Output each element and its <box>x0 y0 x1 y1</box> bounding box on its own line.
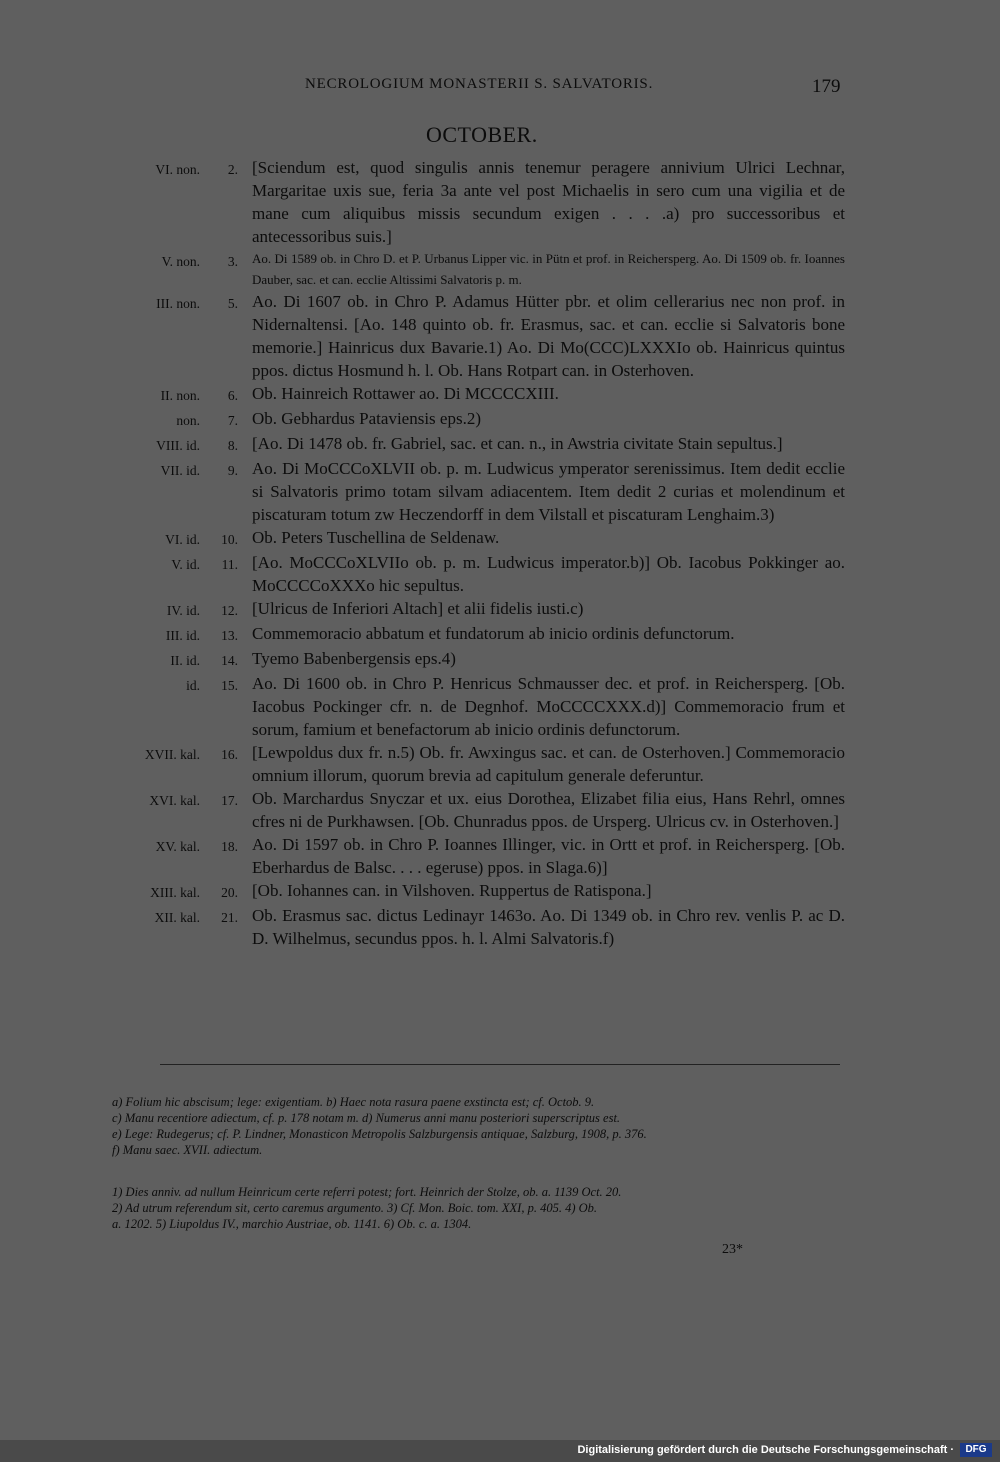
entry-date: XIII. kal. <box>150 885 200 900</box>
necrology-entry <box>105 672 845 741</box>
necrology-entry <box>105 787 845 833</box>
necrology-entry <box>105 407 845 432</box>
necrology-entry <box>105 432 845 457</box>
entry-date: XVI. kal. <box>149 793 200 808</box>
entry-date: id. <box>186 678 200 693</box>
necrology-entry <box>105 156 845 248</box>
entry-day: 7. <box>227 413 238 428</box>
running-head: NECROLOGIUM MONASTERII S. SALVATORIS. <box>305 76 654 92</box>
necrology-entry <box>105 526 845 551</box>
entry-day: 20. <box>221 885 238 900</box>
entry-text: Commemoracio abbatum et fundatorum ab inicio ordinis defunctorum. <box>252 624 735 643</box>
entry-day: 18. <box>221 839 238 854</box>
entry-date: VIII. id. <box>156 438 200 453</box>
necrology-entry <box>105 879 845 904</box>
entry-day: 13. <box>221 628 238 643</box>
entry-day: 17. <box>221 793 238 808</box>
textual-note: e) Lege: Rudegerus; cf. P. Lindner, Monasticon Metropolis Salzburgensis antiquae, Salzburg, 1908, p. 376. <box>112 1127 647 1141</box>
necrology-entry <box>105 551 845 597</box>
signature-mark: 23* <box>722 1242 743 1257</box>
entry-text: Tyemo Babenbergensis eps.4) <box>252 649 456 668</box>
textual-note: c) Manu recentiore adiectum, cf. p. 178 notam m. d) Numerus anni manu posteriori superscriptus est. <box>112 1111 621 1125</box>
necrology-entry <box>105 290 845 382</box>
entry-date: II. id. <box>170 653 200 668</box>
necrology-entry <box>105 622 845 647</box>
entry-day: 2. <box>227 162 238 177</box>
entry-date: III. non. <box>156 296 200 311</box>
entry-date: XII. kal. <box>154 910 200 925</box>
textual-notes <box>112 1094 842 1158</box>
entry-text: Ao. Di 1589 ob. in Chro D. et P. Urbanus Lipper vic. in Pütn et prof. in Reichersperg. Ao. Di 1509 ob. fr. Ioannes Dauber, sac. et can. ecclie Altissimi Salvatoris p. m. <box>252 251 845 287</box>
entry-date: II. non. <box>160 388 200 403</box>
numbered-note: a. 1202. 5) Liupoldus IV., marchio Austriae, ob. 1141. 6) Ob. c. a. 1304. <box>112 1217 472 1231</box>
numbered-note: 1) Dies anniv. ad nullum Heinricum certe referri potest; fort. Heinrich der Stolze, ob. a. 1139 Oct. 20. <box>112 1185 622 1199</box>
entry-day: 5. <box>227 296 238 311</box>
numbered-notes <box>112 1184 842 1232</box>
entry-day: 8. <box>227 438 238 453</box>
necrology-entry <box>105 647 845 672</box>
entry-text: [Sciendum est, quod singulis annis tenemur peragere annivium Ulrici Lechnar, Margaritae uxis sue, feria 3a ante vel post Michaelis in sero cum una vigilia et de mane cum aliquibus missis secundum exigen . . . .a) pro successoribus et antecessoribus suis.] <box>252 158 845 246</box>
entry-date: III. id. <box>165 628 200 643</box>
entry-day: 3. <box>227 254 238 269</box>
necrology-entry <box>105 741 845 787</box>
entry-day: 16. <box>221 747 238 762</box>
entry-date: VI. id. <box>165 532 200 547</box>
necrology-entry <box>105 457 845 526</box>
textual-note: a) Folium hic abscisum; lege: exigentiam. b) Haec nota rasura paene exstincta est; cf. Octob. 9. <box>112 1095 595 1109</box>
numbered-note: 2) Ad utrum referendum sit, certo caremus argumento. 3) Cf. Mon. Boic. tom. XXI, p. 405. 4) Ob. <box>112 1201 598 1215</box>
entry-date: XVII. kal. <box>144 747 200 762</box>
entry-text: Ob. Peters Tuschellina de Seldenaw. <box>252 528 500 547</box>
entry-text: Ao. Di 1600 ob. in Chro P. Henricus Schmausser dec. et prof. in Reichersperg. [Ob. Iacobus Pockinger cfr. n. de Degnhof. MoCCCCXXX.d)] Commemoracio frum et sorum, famium et benefactorum ab inicio ordinis defunctorum. <box>252 674 845 739</box>
entry-text: [Ulricus de Inferiori Altach] et alii fidelis iusti.c) <box>252 599 584 618</box>
necrology-entry <box>105 382 845 407</box>
entry-text: [Ao. MoCCCoXLVIIo ob. p. m. Ludwicus imperator.b)] Ob. Iacobus Pokkinger ao. MoCCCCoXXXo hic sepultus. <box>252 553 845 595</box>
necrology-entry <box>105 597 845 622</box>
entry-date: non. <box>176 413 200 428</box>
entry-date: V. id. <box>171 557 200 572</box>
entry-day: 10. <box>221 532 238 547</box>
entry-day: 12. <box>221 603 238 618</box>
entry-text: Ob. Erasmus sac. dictus Ledinayr 1463o. Ao. Di 1349 ob. in Chro rev. venlis P. ac D. D. Wilhelmus, secundus ppos. h. l. Almi Salvatoris.f) <box>252 906 845 948</box>
entry-day: 21. <box>221 910 238 925</box>
footnote-rule <box>160 1064 840 1065</box>
entry-day: 6. <box>227 388 238 403</box>
entry-day: 15. <box>221 678 238 693</box>
entry-text: [Ob. Iohannes can. in Vilshoven. Ruppertus de Ratispona.] <box>252 881 652 900</box>
entry-text: Ob. Hainreich Rottawer ao. Di MCCCCXIII. <box>252 384 559 403</box>
necrology-entry <box>105 904 845 950</box>
entry-day: 11. <box>221 557 238 572</box>
entry-text: Ao. Di 1597 ob. in Chro P. Ioannes Illinger, vic. in Ortt et prof. in Reichersperg. [Ob. Eberhardus de Balsc. . . . egeruse) ppos. in Slaga.6)] <box>252 835 845 877</box>
necrology-entry <box>105 833 845 879</box>
funding-footer <box>0 1440 1000 1462</box>
entry-text: Ob. Marchardus Snyczar et ux. eius Dorothea, Elizabet filia eius, Hans Rehrl, omnes cfres ni de Purkhawsen. [Ob. Chunradus ppos. de Ursperg. Ulricus cv. in Osterhoven.] <box>252 789 845 831</box>
entry-date: V. non. <box>161 254 200 269</box>
dfg-logo[interactable]: DFG <box>960 1443 992 1457</box>
month-title: OCTOBER. <box>426 122 538 147</box>
entry-date: IV. id. <box>166 603 200 618</box>
entry-date: VII. id. <box>160 463 200 478</box>
necrology-entries <box>105 156 845 950</box>
entry-day: 9. <box>227 463 238 478</box>
entry-text: Ao. Di MoCCCoXLVII ob. p. m. Ludwicus ymperator serenissimus. Item dedit ecclie si Salvatoris primo totam silvam adiacentem. Item dedit 2 curias et molendinum et piscaturam totum zw Heczendorff in dem Vilstall et piscaturam Lenghaim.3) <box>252 459 845 524</box>
necrology-entry <box>105 248 845 290</box>
entry-text: Ao. Di 1607 ob. in Chro P. Adamus Hütter pbr. et olim cellerarius nec non prof. in Nidernaltensi. [Ao. 148 quinto ob. fr. Erasmus, sac. et can. ecclie si Salvatoris bone memorie.] Hainricus dux Bavarie.1) Ao. Di Mo(CCC)LXXXIo ob. Hainricus quintus ppos. dictus Hosmund h. l. Ob. Hans Rotpart can. in Osterhoven. <box>252 292 845 380</box>
textual-note: f) Manu saec. XVII. adiectum. <box>112 1143 263 1157</box>
entry-text: [Lewpoldus dux fr. n.5) Ob. fr. Awxingus sac. et can. de Osterhoven.] Commemoracio omnium illorum, quorum brevia ad capitulum generale deferuntur. <box>252 743 845 785</box>
funding-text: Digitalisierung gefördert durch die Deutsche Forschungsgemeinschaft · <box>577 1444 954 1456</box>
entry-text: [Ao. Di 1478 ob. fr. Gabriel, sac. et can. n., in Awstria civitate Stain sepultus.] <box>252 434 783 453</box>
entry-date: XV. kal. <box>155 839 200 854</box>
page-number: 179 <box>812 76 841 97</box>
entry-text: Ob. Gebhardus Pataviensis eps.2) <box>252 409 481 428</box>
entry-day: 14. <box>221 653 238 668</box>
entry-date: VI. non. <box>155 162 200 177</box>
